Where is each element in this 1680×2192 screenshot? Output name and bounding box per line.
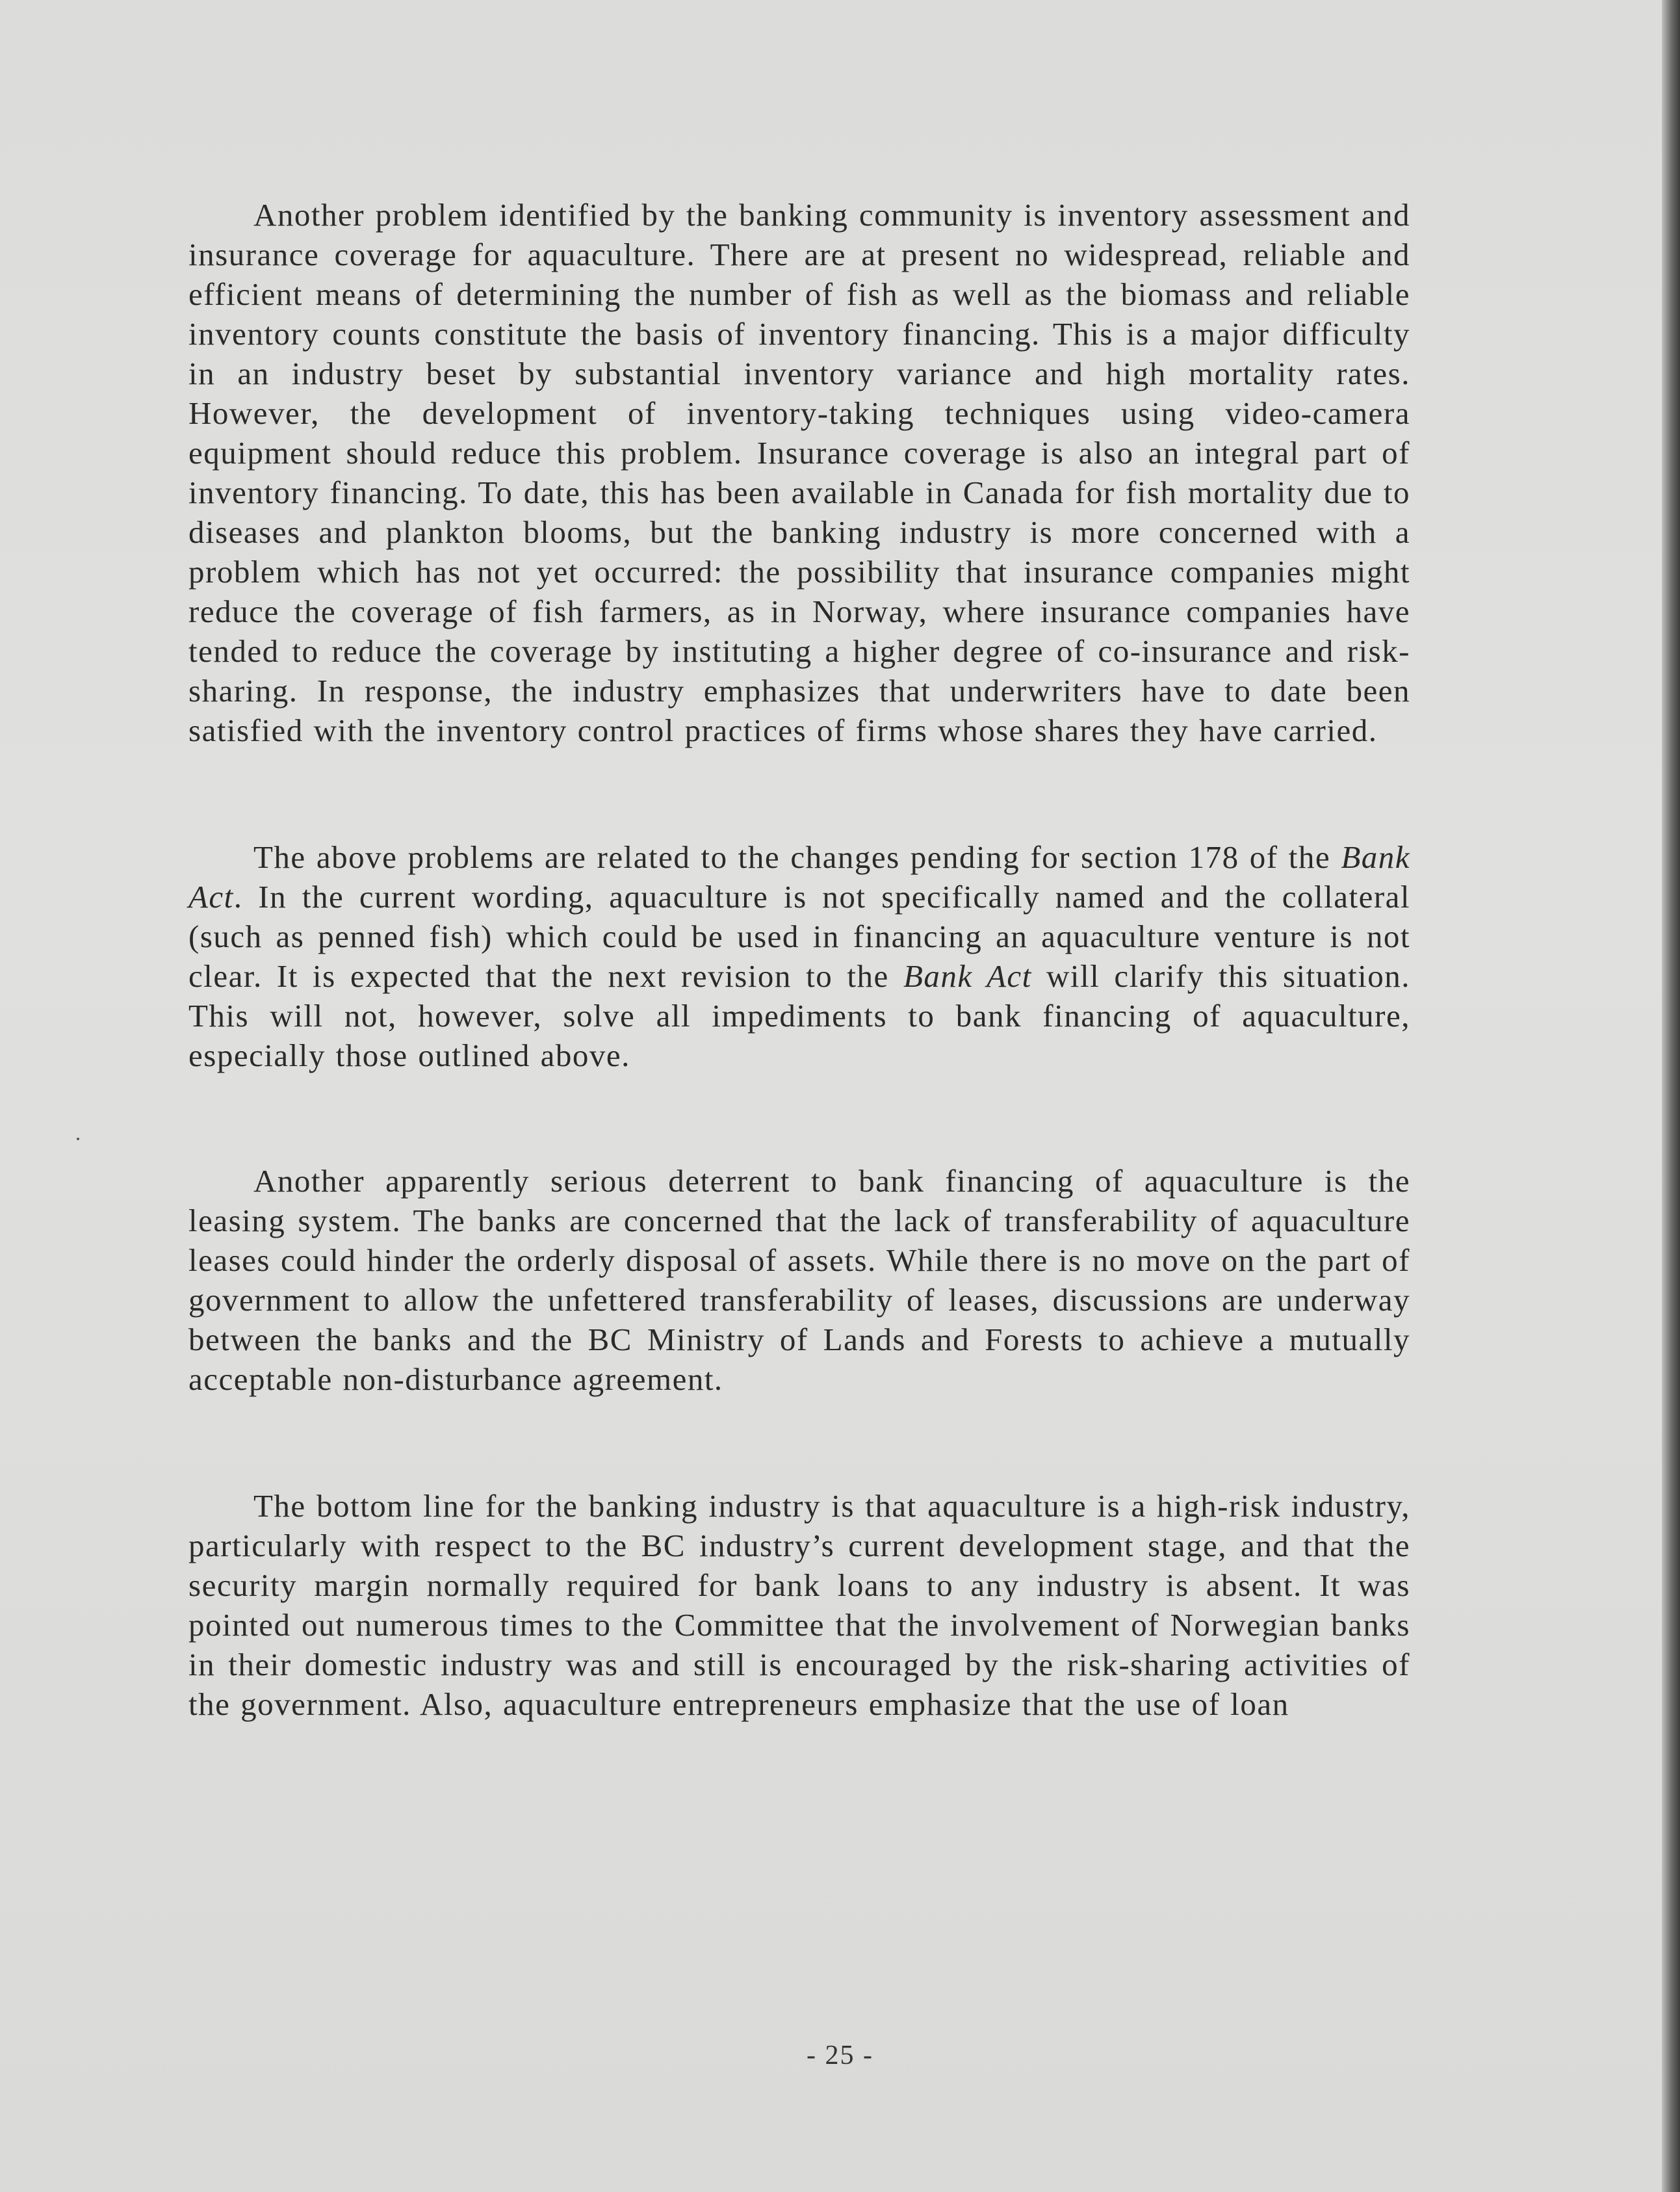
- page-number: - 25 -: [807, 2041, 873, 2070]
- paragraph-bottom-line: The bottom line for the banking industry is that aquaculture is a high-risk industry, particularly with respect to the BC industry’s current development stage, and that the security margin normally required for bank loans to any industry is absent. It was pointed out numerous times to the Committee that the involvement of Norwegian banks in their domestic industry was and still is encouraged by the risk-sharing activities of the government. Also, aquaculture entrepreneurs emphasize that the use of loan: [188, 1488, 1410, 1722]
- bank-act-italic-2: Bank Act: [903, 958, 1032, 994]
- body-text: [188, 195, 1410, 1724]
- paragraph-inventory-assessment: Another problem identified by the banking community is inventory assessment and insurance coverage for aquaculture. There are at present no widespread, reliable and efficient means of determining the number of fish as well as the biomass and reliable inventory counts constitute the basis of inventory financing. This is a major difficulty in an industry beset by substantial inventory variance and high mortality rates. However, the development of inventory-taking techniques using video-camera equipment should reduce this problem. Insurance coverage is also an integral part of inventory financing. To date, this has been available in Canada for fish mortality due to diseases and plankton blooms, but the banking industry is more concerned with a problem which has not yet occurred: the possibility that insurance companies might reduce the coverage of fish farmers, as in Norway, where insurance companies have tended to reduce the coverage by instituting a higher degree of co-insurance and risk-sharing. In response, the industry emphasizes that underwriters have to date been satisfied with the inventory control practices of firms whose shares they have carried.: [188, 197, 1410, 748]
- paragraph-leasing-system: Another apparently serious deterrent to bank financing of aquaculture is the leasing system. The banks are concerned that the lack of transferability of aquaculture leases could hinder the orderly disposal of assets. While there is no move on the part of government to allow the unfettered transferability of leases, discussions are underway between the banks and the BC Ministry of Lands and Forests to achieve a mutually acceptable non-disturbance agreement.: [188, 1163, 1410, 1397]
- paragraph-bank-act-text-3: will clarify this situation. This will not, however, solve all impediments to bank financing of aquaculture, especially those outlined above.: [188, 958, 1411, 1073]
- bank-act-italic-1: Bank Act: [188, 839, 1410, 915]
- paragraph-bank-act-text-2: . In the current wording, aquaculture is not specifically named and the collateral (such as penned fish) which could be used in financing an aquaculture venture is not clear. It is expected that the next revision to the: [188, 879, 1410, 994]
- paragraph-bank-act: [188, 837, 1410, 1075]
- page-edge-shadow: [1662, 0, 1680, 2192]
- scan-speck: [77, 1138, 79, 1140]
- paragraph-bank-act-text-1: The above problems are related to the changes pending for section 178 of the: [253, 839, 1341, 875]
